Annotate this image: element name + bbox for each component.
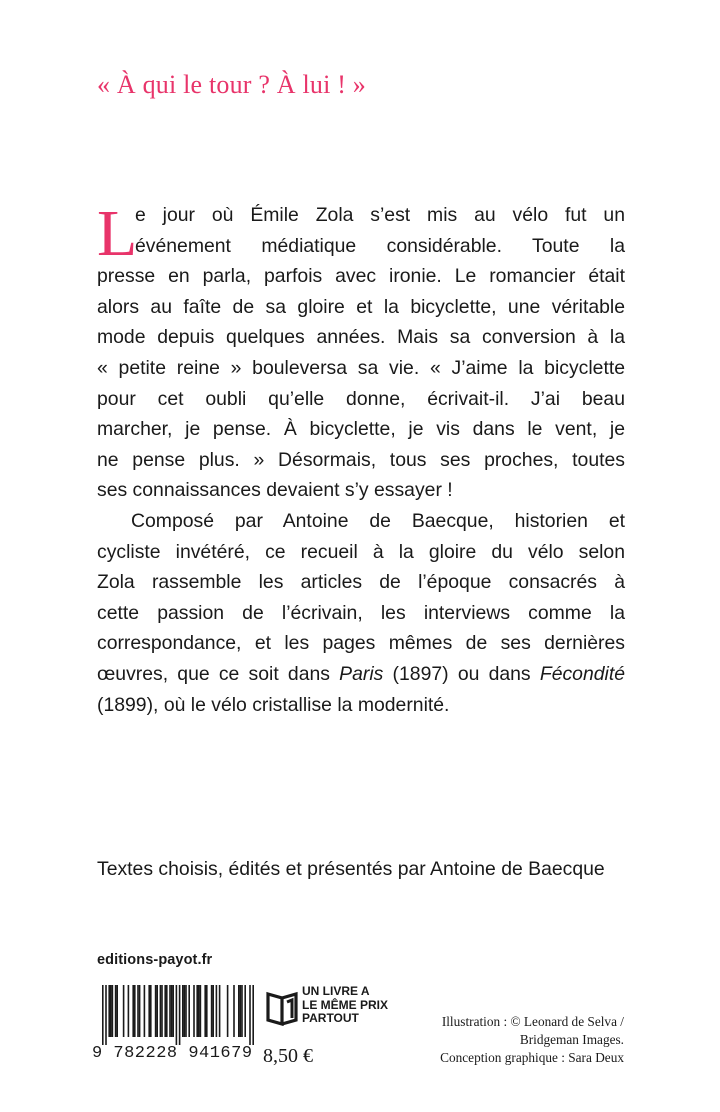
blurb-paragraph-2 (97, 506, 625, 720)
barcode-bar (134, 985, 136, 1037)
barcode-bar (148, 985, 150, 1037)
blurb-line: Composé par Antoine de Baecque, historien et (131, 509, 625, 532)
barcode-bar (172, 985, 174, 1037)
barcode-bar (219, 985, 221, 1037)
blurb-line: correspondance, et les pages mêmes de ses dernières (97, 632, 625, 655)
blurb-line: Zola rassemble les articles de l’époque consacrés à (97, 571, 625, 594)
barcode-bar (116, 985, 118, 1037)
blurb-line: « petite reine » bouleversa sa vie. « J’aime la bicyclette (97, 356, 625, 379)
blurb-line: pour cet oubli qu’elle donne, écrivait-il. J’ai beau (97, 387, 625, 410)
blurb-paragraph-1 (97, 197, 625, 506)
barcode-bar (227, 985, 229, 1037)
barcode-bar (240, 985, 242, 1037)
barcode-bar (204, 985, 206, 1037)
blurb-line: L e jour où Émile Zola s’est mis au vélo fut un (97, 197, 625, 270)
blurb-line: cette passion de l’écrivain, les interviews comme la (97, 601, 625, 624)
book-title-paris: Paris (339, 662, 384, 685)
barcode (92, 985, 258, 1067)
blurb-line: presse en parla, parfois avec ironie. Le romancier était (97, 265, 625, 288)
barcode-bar (166, 985, 168, 1037)
barcode-bar (102, 985, 104, 1045)
barcode-bar (193, 985, 195, 1037)
barcode-bar (198, 985, 200, 1037)
barcode-bar (161, 985, 163, 1037)
blurb-line: ses connaissances devaient s’y essayer ! (97, 479, 453, 502)
barcode-bar (139, 985, 141, 1037)
barcode-bar (216, 985, 218, 1037)
blurb (97, 197, 625, 720)
price-law-logo-text: UN LIVRE A LE MÊME PRIX PARTOUT (302, 984, 389, 1025)
barcode-bar (132, 985, 134, 1037)
barcode-bar (137, 985, 139, 1037)
barcode-bar (196, 985, 198, 1037)
barcode-bar (150, 985, 152, 1037)
barcode-bar (155, 985, 157, 1037)
barcode-bar (182, 985, 184, 1037)
isbn-digits: 9 782228 941679 (92, 1044, 253, 1063)
blurb-line: cycliste invétéré, ce recueil à la gloire du vélo selon (97, 540, 625, 563)
barcode-bar (176, 985, 178, 1045)
barcode-bar (249, 985, 251, 1045)
barcode-bar (233, 985, 235, 1037)
blurb-line: mode depuis quelques années. Mais sa conversion à la (97, 326, 625, 349)
barcode-bar (185, 985, 187, 1037)
barcode-bar (128, 985, 130, 1037)
barcode-bar (108, 985, 110, 1037)
barcode-bar (115, 985, 117, 1037)
editor-credit: Textes choisis, édités et présentés par Antoine de Baecque (97, 858, 605, 880)
barcode-bar (169, 985, 171, 1037)
barcode-bar (244, 985, 246, 1037)
book-title-fecondite: Fécondité (539, 662, 625, 685)
publisher-website: editions-payot.fr (97, 952, 213, 968)
barcode-bar (188, 985, 190, 1037)
price: 8,50 € (263, 1045, 313, 1067)
drop-cap: L (97, 197, 138, 270)
tagline-quote: « À qui le tour ? À lui ! » (97, 70, 366, 99)
barcode-bar (110, 985, 112, 1037)
blurb-line: événement médiatique considérable. Toute la (135, 234, 625, 257)
barcode-bar (160, 985, 162, 1037)
blurb-line: marcher, je pense. À bicyclette, je vis dans le vent, je (97, 418, 625, 441)
blurb-line: alors au faîte de sa gloire et la bicyclette, une véritable (97, 295, 625, 318)
barcode-bar (241, 985, 243, 1037)
barcode-bar (123, 985, 125, 1037)
barcode-bar (252, 985, 254, 1045)
image-credits: Illustration : © Leonard de Selva / Bridgeman Images. Conception graphique : Sara Deux (440, 1014, 624, 1065)
barcode-bars (102, 985, 254, 1045)
blurb-line: (1899), où le vélo cristallise la modernité. (97, 693, 450, 716)
barcode-bar (238, 985, 240, 1037)
barcode-bar (212, 985, 214, 1037)
barcode-bar (184, 985, 186, 1037)
barcode-bar (179, 985, 181, 1045)
barcode-bar (206, 985, 208, 1037)
barcode-bar (105, 985, 107, 1045)
barcode-bar (211, 985, 213, 1037)
barcode-bar (144, 985, 146, 1037)
barcode-bar (164, 985, 166, 1037)
blurb-line: ne pense plus. » Désormais, tous ses proches, toutes (97, 448, 625, 471)
barcode-bar (112, 985, 114, 1037)
book-price-logo-icon (266, 990, 298, 1026)
barcode-bar (156, 985, 158, 1037)
barcode-bar (200, 985, 202, 1037)
barcode-bar (171, 985, 173, 1037)
blurb-line: œuvres, que ce soit dans Paris (1897) ou dans Fécondité (97, 662, 625, 685)
